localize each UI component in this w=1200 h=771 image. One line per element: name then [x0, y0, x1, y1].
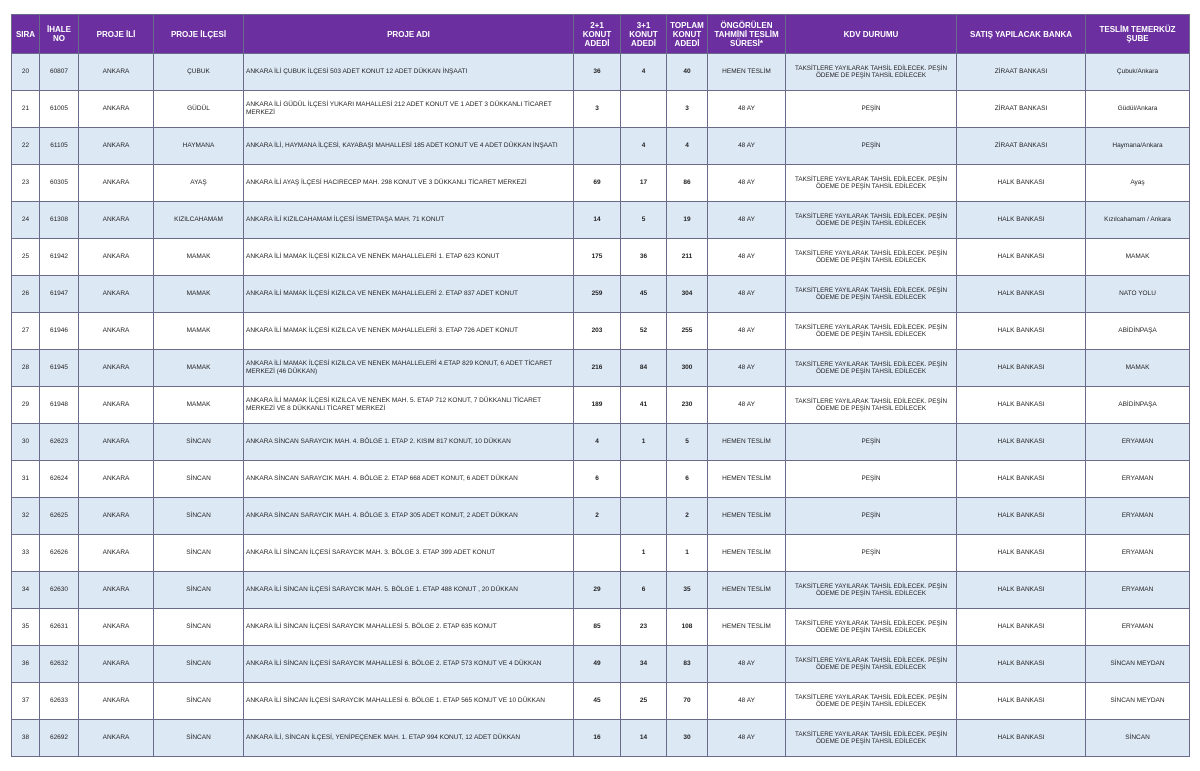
table-row [12, 609, 1190, 646]
cell-toplam-konut: 304 [667, 276, 708, 313]
header-proje-ili: PROJE İLİ [79, 15, 154, 54]
cell-kdv-durumu: TAKSİTLERE YAYILARAK TAHSİL EDİLECEK. PEŞİN ÖDEME DE PEŞİN TAHSİL EDİLECEK [786, 387, 957, 424]
cell-sira: 30 [12, 424, 40, 461]
cell-konut-3-1 [621, 461, 667, 498]
cell-konut-3-1 [621, 91, 667, 128]
cell-proje-ili: ANKARA [79, 54, 154, 91]
cell-proje-adi: ANKARA İLİ SİNCAN İLÇESİ SARAYCIK MAHALLESİ 6. BÖLGE 2. ETAP 573 KONUT VE 4 DÜKKAN [244, 646, 574, 683]
cell-proje-ilcesi: SİNCAN [154, 609, 244, 646]
cell-teslim-sube: SİNCAN MEYDAN [1086, 646, 1190, 683]
cell-konut-2-1 [574, 535, 621, 572]
cell-ihale-no: 61105 [40, 128, 79, 165]
cell-teslim-suresi: 48 AY [708, 276, 786, 313]
cell-proje-ilcesi: SİNCAN [154, 572, 244, 609]
table-row [12, 54, 1190, 91]
cell-proje-ilcesi: ÇUBUK [154, 54, 244, 91]
cell-sira: 36 [12, 646, 40, 683]
cell-kdv-durumu: TAKSİTLERE YAYILARAK TAHSİL EDİLECEK. PEŞİN ÖDEME DE PEŞİN TAHSİL EDİLECEK [786, 683, 957, 720]
cell-konut-2-1: 259 [574, 276, 621, 313]
cell-kdv-durumu: TAKSİTLERE YAYILARAK TAHSİL EDİLECEK. PEŞİN ÖDEME DE PEŞİN TAHSİL EDİLECEK [786, 350, 957, 387]
cell-teslim-sube: NATO YOLU [1086, 276, 1190, 313]
cell-konut-3-1: 45 [621, 276, 667, 313]
table-row [12, 498, 1190, 535]
cell-proje-ili: ANKARA [79, 720, 154, 757]
cell-satis-banka: HALK BANKASI [957, 313, 1086, 350]
cell-sira: 26 [12, 276, 40, 313]
cell-proje-ili: ANKARA [79, 535, 154, 572]
header-teslim-sube: TESLİM TEMERKÜZ ŞUBE [1086, 15, 1190, 54]
cell-proje-ili: ANKARA [79, 498, 154, 535]
cell-satis-banka: ZİRAAT BANKASI [957, 54, 1086, 91]
cell-proje-adi: ANKARA İLİ KIZILCAHAMAM İLÇESİ İSMETPAŞA MAH. 71 KONUT [244, 202, 574, 239]
cell-teslim-suresi: 48 AY [708, 128, 786, 165]
cell-ihale-no: 61005 [40, 91, 79, 128]
cell-proje-ili: ANKARA [79, 128, 154, 165]
cell-kdv-durumu: TAKSİTLERE YAYILARAK TAHSİL EDİLECEK. PEŞİN ÖDEME DE PEŞİN TAHSİL EDİLECEK [786, 202, 957, 239]
cell-teslim-sube: Ayaş [1086, 165, 1190, 202]
cell-proje-adi: ANKARA İLİ, HAYMANA İLÇESİ, KAYABAŞI MAHALLESİ 185 ADET KONUT VE 4 ADET DÜKKAN İNŞAATI [244, 128, 574, 165]
cell-teslim-suresi: 48 AY [708, 91, 786, 128]
cell-teslim-sube: Kızılcahamam / Ankara [1086, 202, 1190, 239]
header-satis-banka: SATIŞ YAPILACAK BANKA [957, 15, 1086, 54]
cell-proje-adi: ANKARA SİNCAN SARAYCIK MAH. 4. BÖLGE 1. ETAP 2. KISIM 817 KONUT, 10 DÜKKAN [244, 424, 574, 461]
cell-ihale-no: 62630 [40, 572, 79, 609]
cell-ihale-no: 62633 [40, 683, 79, 720]
cell-proje-ili: ANKARA [79, 165, 154, 202]
cell-toplam-konut: 300 [667, 350, 708, 387]
cell-satis-banka: HALK BANKASI [957, 350, 1086, 387]
cell-proje-adi: ANKARA İLİ AYAŞ İLÇESİ HACIRECEP MAH. 298 KONUT VE 3 DÜKKANLI TİCARET MERKEZİ [244, 165, 574, 202]
cell-toplam-konut: 5 [667, 424, 708, 461]
cell-satis-banka: HALK BANKASI [957, 461, 1086, 498]
cell-proje-ilcesi: SİNCAN [154, 461, 244, 498]
cell-proje-adi: ANKARA İLİ, SİNCAN İLÇESİ, YENİPEÇENEK MAH. 1. ETAP 994 KONUT, 12 ADET DÜKKAN [244, 720, 574, 757]
table-row [12, 424, 1190, 461]
cell-konut-2-1: 69 [574, 165, 621, 202]
cell-proje-ilcesi: SİNCAN [154, 646, 244, 683]
cell-proje-ili: ANKARA [79, 461, 154, 498]
cell-konut-2-1 [574, 128, 621, 165]
cell-sira: 32 [12, 498, 40, 535]
table-row [12, 91, 1190, 128]
cell-satis-banka: HALK BANKASI [957, 165, 1086, 202]
cell-toplam-konut: 211 [667, 239, 708, 276]
cell-teslim-suresi: 48 AY [708, 165, 786, 202]
cell-proje-ili: ANKARA [79, 683, 154, 720]
cell-proje-adi: ANKARA İLİ GÜDÜL İLÇESİ YUKARI MAHALLESİ 212 ADET KONUT VE 1 ADET 3 DÜKKANLI TİCARET MERKEZİ [244, 91, 574, 128]
cell-ihale-no: 61946 [40, 313, 79, 350]
cell-kdv-durumu: PEŞİN [786, 91, 957, 128]
cell-proje-ilcesi: MAMAK [154, 313, 244, 350]
cell-teslim-sube: MAMAK [1086, 239, 1190, 276]
cell-konut-2-1: 6 [574, 461, 621, 498]
cell-satis-banka: ZİRAAT BANKASI [957, 128, 1086, 165]
cell-teslim-sube: SİNCAN [1086, 720, 1190, 757]
cell-proje-adi: ANKARA İLİ MAMAK İLÇESİ KIZILCA VE NENEK MAHALLELERİ 3. ETAP 726 ADET KONUT [244, 313, 574, 350]
cell-konut-2-1: 49 [574, 646, 621, 683]
cell-proje-ili: ANKARA [79, 609, 154, 646]
cell-konut-2-1: 203 [574, 313, 621, 350]
cell-konut-3-1: 5 [621, 202, 667, 239]
table-row [12, 646, 1190, 683]
cell-teslim-suresi: HEMEN TESLİM [708, 535, 786, 572]
cell-satis-banka: HALK BANKASI [957, 239, 1086, 276]
cell-ihale-no: 62625 [40, 498, 79, 535]
cell-kdv-durumu: PEŞİN [786, 424, 957, 461]
cell-proje-adi: ANKARA İLİ MAMAK İLÇESİ KIZILCA VE NENEK MAHALLELERİ 2. ETAP 837 ADET KONUT [244, 276, 574, 313]
cell-sira: 25 [12, 239, 40, 276]
cell-teslim-suresi: HEMEN TESLİM [708, 54, 786, 91]
cell-konut-2-1: 36 [574, 54, 621, 91]
cell-ihale-no: 60807 [40, 54, 79, 91]
cell-proje-adi: ANKARA İLİ MAMAK İLÇESİ KIZILCA VE NENEK MAH. 5. ETAP 712 KONUT, 7 DÜKKANLI TİCARET MERKEZİ VE 8 DÜKKANLI TİCARET MERKEZİ [244, 387, 574, 424]
cell-proje-ili: ANKARA [79, 646, 154, 683]
cell-konut-2-1: 85 [574, 609, 621, 646]
cell-sira: 37 [12, 683, 40, 720]
cell-proje-adi: ANKARA İLİ SİNCAN İLÇESİ SARAYCIK MAHALLESİ 5. BÖLGE 2. ETAP 635 KONUT [244, 609, 574, 646]
cell-teslim-sube: ERYAMAN [1086, 572, 1190, 609]
cell-teslim-sube: ABİDİNPAŞA [1086, 387, 1190, 424]
cell-proje-ilcesi: MAMAK [154, 276, 244, 313]
header-row [12, 15, 1190, 54]
cell-proje-ili: ANKARA [79, 239, 154, 276]
table-row [12, 461, 1190, 498]
cell-toplam-konut: 2 [667, 498, 708, 535]
cell-toplam-konut: 40 [667, 54, 708, 91]
cell-proje-ilcesi: HAYMANA [154, 128, 244, 165]
cell-satis-banka: HALK BANKASI [957, 276, 1086, 313]
cell-teslim-suresi: HEMEN TESLİM [708, 609, 786, 646]
cell-proje-adi: ANKARA İLİ SİNCAN İLÇESİ SARAYCIK MAHALLESİ 6. BÖLGE 1. ETAP 565 KONUT VE 10 DÜKKAN [244, 683, 574, 720]
cell-konut-2-1: 175 [574, 239, 621, 276]
cell-proje-ili: ANKARA [79, 350, 154, 387]
cell-toplam-konut: 6 [667, 461, 708, 498]
cell-teslim-suresi: 48 AY [708, 646, 786, 683]
header-ihale-no: İHALE NO [40, 15, 79, 54]
cell-teslim-suresi: HEMEN TESLİM [708, 498, 786, 535]
cell-proje-adi: ANKARA İLİ MAMAK İLÇESİ KIZILCA VE NENEK MAHALLELERİ 4.ETAP 829 KONUT, 6 ADET TİCARET MERKEZİ (46 DÜKKAN) [244, 350, 574, 387]
cell-konut-3-1: 23 [621, 609, 667, 646]
cell-kdv-durumu: TAKSİTLERE YAYILARAK TAHSİL EDİLECEK. PEŞİN ÖDEME DE PEŞİN TAHSİL EDİLECEK [786, 239, 957, 276]
cell-kdv-durumu: TAKSİTLERE YAYILARAK TAHSİL EDİLECEK. PEŞİN ÖDEME DE PEŞİN TAHSİL EDİLECEK [786, 646, 957, 683]
cell-teslim-sube: ERYAMAN [1086, 461, 1190, 498]
cell-teslim-suresi: 48 AY [708, 720, 786, 757]
cell-proje-ilcesi: AYAŞ [154, 165, 244, 202]
table-row [12, 276, 1190, 313]
cell-proje-ilcesi: SİNCAN [154, 424, 244, 461]
cell-satis-banka: HALK BANKASI [957, 202, 1086, 239]
cell-teslim-sube: Çubuk/Ankara [1086, 54, 1190, 91]
table-row [12, 535, 1190, 572]
cell-sira: 38 [12, 720, 40, 757]
table-row [12, 313, 1190, 350]
cell-ihale-no: 62692 [40, 720, 79, 757]
cell-teslim-suresi: HEMEN TESLİM [708, 572, 786, 609]
header-sira: SIRA [12, 15, 40, 54]
cell-teslim-sube: ERYAMAN [1086, 535, 1190, 572]
cell-kdv-durumu: TAKSİTLERE YAYILARAK TAHSİL EDİLECEK. PEŞİN ÖDEME DE PEŞİN TAHSİL EDİLECEK [786, 165, 957, 202]
cell-toplam-konut: 3 [667, 91, 708, 128]
cell-konut-3-1: 4 [621, 54, 667, 91]
header-proje-adi: PROJE ADI [244, 15, 574, 54]
cell-ihale-no: 61308 [40, 202, 79, 239]
cell-teslim-sube: ERYAMAN [1086, 498, 1190, 535]
cell-toplam-konut: 230 [667, 387, 708, 424]
cell-sira: 22 [12, 128, 40, 165]
cell-konut-3-1: 6 [621, 572, 667, 609]
cell-teslim-sube: Haymana/Ankara [1086, 128, 1190, 165]
header-konut-2-1: 2+1 KONUT ADEDİ [574, 15, 621, 54]
cell-sira: 28 [12, 350, 40, 387]
cell-proje-ili: ANKARA [79, 572, 154, 609]
table-row [12, 128, 1190, 165]
header-konut-3-1: 3+1 KONUT ADEDİ [621, 15, 667, 54]
cell-proje-ilcesi: SİNCAN [154, 535, 244, 572]
cell-kdv-durumu: TAKSİTLERE YAYILARAK TAHSİL EDİLECEK. PEŞİN ÖDEME DE PEŞİN TAHSİL EDİLECEK [786, 54, 957, 91]
cell-ihale-no: 62626 [40, 535, 79, 572]
cell-ihale-no: 62624 [40, 461, 79, 498]
cell-toplam-konut: 1 [667, 535, 708, 572]
cell-teslim-suresi: 48 AY [708, 202, 786, 239]
cell-teslim-suresi: 48 AY [708, 313, 786, 350]
table-row [12, 239, 1190, 276]
table-row [12, 683, 1190, 720]
cell-konut-3-1: 14 [621, 720, 667, 757]
cell-toplam-konut: 30 [667, 720, 708, 757]
cell-satis-banka: HALK BANKASI [957, 387, 1086, 424]
cell-teslim-suresi: HEMEN TESLİM [708, 424, 786, 461]
cell-ihale-no: 61948 [40, 387, 79, 424]
cell-teslim-suresi: 48 AY [708, 387, 786, 424]
cell-konut-2-1: 189 [574, 387, 621, 424]
cell-toplam-konut: 4 [667, 128, 708, 165]
cell-satis-banka: HALK BANKASI [957, 535, 1086, 572]
cell-kdv-durumu: TAKSİTLERE YAYILARAK TAHSİL EDİLECEK. PEŞİN ÖDEME DE PEŞİN TAHSİL EDİLECEK [786, 313, 957, 350]
cell-konut-2-1: 14 [574, 202, 621, 239]
cell-kdv-durumu: PEŞİN [786, 498, 957, 535]
table-row [12, 165, 1190, 202]
header-kdv-durumu: KDV DURUMU [786, 15, 957, 54]
cell-kdv-durumu: TAKSİTLERE YAYILARAK TAHSİL EDİLECEK. PEŞİN ÖDEME DE PEŞİN TAHSİL EDİLECEK [786, 720, 957, 757]
cell-konut-3-1: 34 [621, 646, 667, 683]
cell-satis-banka: HALK BANKASI [957, 424, 1086, 461]
header-teslim-suresi: ÖNGÖRÜLEN TAHMİNİ TESLİM SÜRESİ* [708, 15, 786, 54]
table-body [12, 54, 1190, 757]
cell-kdv-durumu: PEŞİN [786, 461, 957, 498]
table-row [12, 387, 1190, 424]
cell-sira: 35 [12, 609, 40, 646]
cell-proje-ilcesi: SİNCAN [154, 498, 244, 535]
header-toplam-konut: TOPLAM KONUT ADEDİ [667, 15, 708, 54]
cell-proje-ili: ANKARA [79, 91, 154, 128]
cell-proje-ilcesi: SİNCAN [154, 683, 244, 720]
cell-konut-3-1: 25 [621, 683, 667, 720]
header-proje-ilcesi: PROJE İLÇESİ [154, 15, 244, 54]
cell-ihale-no: 61942 [40, 239, 79, 276]
cell-ihale-no: 62632 [40, 646, 79, 683]
table-row [12, 572, 1190, 609]
cell-konut-2-1: 16 [574, 720, 621, 757]
cell-sira: 33 [12, 535, 40, 572]
cell-proje-adi: ANKARA SİNCAN SARAYCIK MAH. 4. BÖLGE 2. ETAP 668 ADET KONUT, 6 ADET DÜKKAN [244, 461, 574, 498]
cell-konut-2-1: 2 [574, 498, 621, 535]
cell-satis-banka: ZİRAAT BANKASI [957, 91, 1086, 128]
cell-proje-ilcesi: MAMAK [154, 350, 244, 387]
cell-proje-adi: ANKARA SİNCAN SARAYCIK MAH. 4. BÖLGE 3. ETAP 305 ADET KONUT, 2 ADET DÜKKAN [244, 498, 574, 535]
cell-ihale-no: 61945 [40, 350, 79, 387]
cell-toplam-konut: 108 [667, 609, 708, 646]
cell-teslim-sube: MAMAK [1086, 350, 1190, 387]
cell-konut-3-1: 1 [621, 424, 667, 461]
cell-konut-3-1: 52 [621, 313, 667, 350]
cell-konut-3-1 [621, 498, 667, 535]
cell-kdv-durumu: TAKSİTLERE YAYILARAK TAHSİL EDİLECEK. PEŞİN ÖDEME DE PEŞİN TAHSİL EDİLECEK [786, 572, 957, 609]
cell-sira: 31 [12, 461, 40, 498]
cell-proje-adi: ANKARA İLİ ÇUBUK İLÇESİ 503 ADET KONUT 12 ADET DÜKKAN İNŞAATI [244, 54, 574, 91]
cell-proje-ilcesi: SİNCAN [154, 720, 244, 757]
cell-proje-ilcesi: GÜDÜL [154, 91, 244, 128]
cell-sira: 23 [12, 165, 40, 202]
cell-toplam-konut: 35 [667, 572, 708, 609]
cell-sira: 34 [12, 572, 40, 609]
cell-teslim-sube: ERYAMAN [1086, 609, 1190, 646]
cell-toplam-konut: 19 [667, 202, 708, 239]
cell-konut-3-1: 1 [621, 535, 667, 572]
cell-kdv-durumu: PEŞİN [786, 535, 957, 572]
cell-konut-3-1: 17 [621, 165, 667, 202]
cell-teslim-sube: ERYAMAN [1086, 424, 1190, 461]
cell-proje-ilcesi: MAMAK [154, 239, 244, 276]
cell-konut-2-1: 3 [574, 91, 621, 128]
cell-sira: 24 [12, 202, 40, 239]
project-table [11, 14, 1190, 757]
cell-teslim-sube: Güdül/Ankara [1086, 91, 1190, 128]
cell-satis-banka: HALK BANKASI [957, 720, 1086, 757]
cell-teslim-sube: SİNCAN MEYDAN [1086, 683, 1190, 720]
cell-proje-ili: ANKARA [79, 387, 154, 424]
cell-proje-ili: ANKARA [79, 424, 154, 461]
cell-ihale-no: 62631 [40, 609, 79, 646]
table-row [12, 720, 1190, 757]
cell-satis-banka: HALK BANKASI [957, 609, 1086, 646]
cell-toplam-konut: 255 [667, 313, 708, 350]
cell-satis-banka: HALK BANKASI [957, 572, 1086, 609]
cell-proje-ili: ANKARA [79, 313, 154, 350]
cell-konut-3-1: 41 [621, 387, 667, 424]
cell-proje-ilcesi: MAMAK [154, 387, 244, 424]
cell-proje-adi: ANKARA İLİ MAMAK İLÇESİ KIZILCA VE NENEK MAHALLELERİ 1. ETAP 623 KONUT [244, 239, 574, 276]
cell-kdv-durumu: TAKSİTLERE YAYILARAK TAHSİL EDİLECEK. PEŞİN ÖDEME DE PEŞİN TAHSİL EDİLECEK [786, 276, 957, 313]
cell-konut-2-1: 45 [574, 683, 621, 720]
cell-satis-banka: HALK BANKASI [957, 646, 1086, 683]
cell-konut-3-1: 4 [621, 128, 667, 165]
cell-teslim-suresi: 48 AY [708, 239, 786, 276]
cell-proje-adi: ANKARA İLİ SİNCAN İLÇESİ SARAYCIK MAH. 3. BÖLGE 3. ETAP 399 ADET KONUT [244, 535, 574, 572]
cell-proje-ili: ANKARA [79, 202, 154, 239]
cell-toplam-konut: 70 [667, 683, 708, 720]
cell-sira: 20 [12, 54, 40, 91]
project-table-container [11, 14, 1189, 757]
cell-teslim-suresi: 48 AY [708, 350, 786, 387]
cell-toplam-konut: 83 [667, 646, 708, 683]
cell-sira: 21 [12, 91, 40, 128]
cell-konut-2-1: 4 [574, 424, 621, 461]
cell-sira: 29 [12, 387, 40, 424]
cell-konut-3-1: 36 [621, 239, 667, 276]
cell-teslim-suresi: 48 AY [708, 683, 786, 720]
cell-konut-3-1: 84 [621, 350, 667, 387]
cell-toplam-konut: 86 [667, 165, 708, 202]
cell-proje-ili: ANKARA [79, 276, 154, 313]
cell-kdv-durumu: PEŞİN [786, 128, 957, 165]
cell-satis-banka: HALK BANKASI [957, 498, 1086, 535]
cell-ihale-no: 61947 [40, 276, 79, 313]
cell-proje-ilcesi: KIZILCAHAMAM [154, 202, 244, 239]
cell-sira: 27 [12, 313, 40, 350]
table-row [12, 202, 1190, 239]
cell-ihale-no: 60305 [40, 165, 79, 202]
cell-konut-2-1: 29 [574, 572, 621, 609]
cell-ihale-no: 62623 [40, 424, 79, 461]
cell-konut-2-1: 216 [574, 350, 621, 387]
cell-satis-banka: HALK BANKASI [957, 683, 1086, 720]
cell-teslim-suresi: HEMEN TESLİM [708, 461, 786, 498]
table-row [12, 350, 1190, 387]
cell-proje-adi: ANKARA İLİ SİNCAN İLÇESİ SARAYCIK MAH. 5. BÖLGE 1. ETAP 488 KONUT , 20 DÜKKAN [244, 572, 574, 609]
cell-teslim-sube: ABİDİNPAŞA [1086, 313, 1190, 350]
cell-kdv-durumu: TAKSİTLERE YAYILARAK TAHSİL EDİLECEK. PEŞİN ÖDEME DE PEŞİN TAHSİL EDİLECEK [786, 609, 957, 646]
